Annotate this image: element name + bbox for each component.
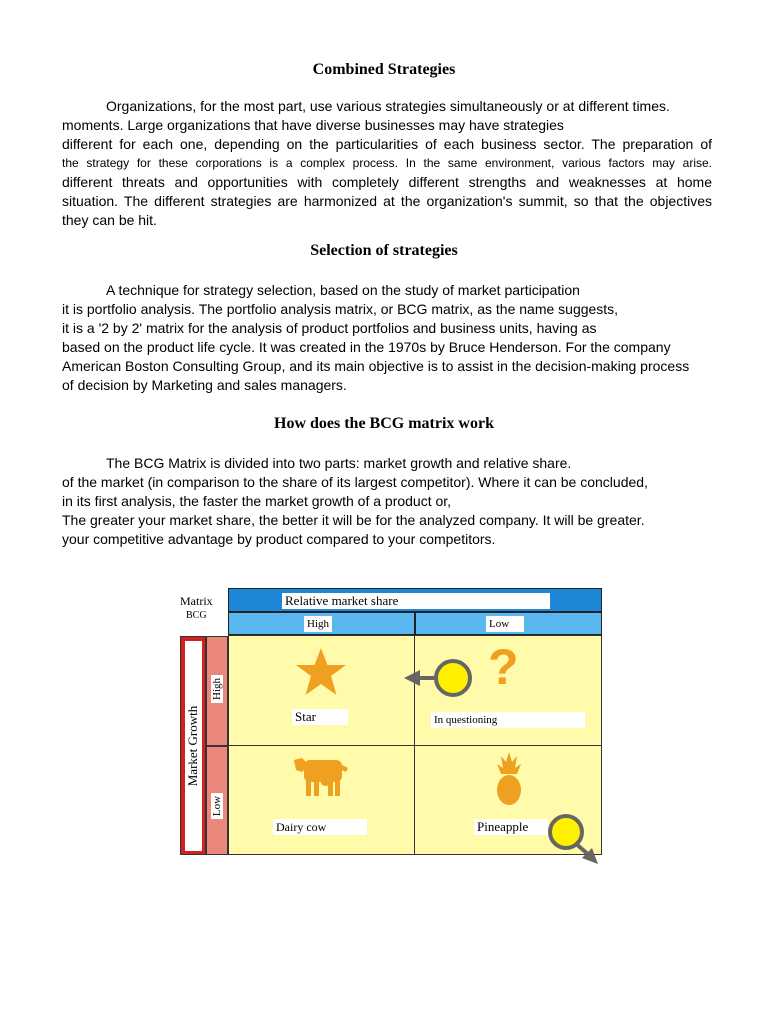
pineapple-arrow-icon	[546, 814, 602, 866]
text-line: your competitive advantage by product compared to your competitors.	[62, 531, 496, 547]
star-label: Star	[292, 709, 348, 725]
arrow-icon	[402, 656, 474, 700]
yellow-circle-icon	[436, 661, 470, 695]
row-low-label: Low	[211, 793, 223, 819]
row-high-label: High	[211, 675, 223, 703]
matrix-corner-sublabel: BCG	[186, 610, 207, 621]
text-line: different for each one, depending on the particularities of each business sector. The preparation of	[62, 136, 712, 152]
text-line: of decision by Marketing and sales managers.	[62, 377, 347, 393]
paragraph-how-bcg-matrix-works	[62, 454, 712, 549]
question-mark-icon: ?	[488, 639, 519, 695]
paragraph-combined-strategies	[62, 97, 712, 230]
text-line: A technique for strategy selection, based on the study of market participation	[106, 282, 580, 298]
text-line: American Boston Consulting Group, and its main objective is to assist in the decision-making process	[62, 358, 690, 374]
column-low-label: Low	[486, 616, 524, 632]
text-line: The greater your market share, the better it will be for the analyzed company. It will be greater.	[62, 512, 645, 528]
dairy-cow-label: Dairy cow	[273, 819, 367, 835]
heading-combined-strategies: Combined Strategies	[312, 61, 456, 78]
star-icon	[294, 646, 348, 698]
matrix-corner-label: Matrix	[180, 594, 213, 608]
bcg-matrix-diagram	[176, 586, 606, 868]
text-line: moments. Large organizations that have diverse businesses may have strategies	[62, 117, 564, 133]
subheader-divider	[414, 612, 416, 635]
yellow-circle-icon	[550, 816, 582, 848]
text-line: The BCG Matrix is divided into two parts: market growth and relative share.	[106, 455, 572, 471]
text-line: it is portfolio analysis. The portfolio analysis matrix, or BCG matrix, as the name suggests,	[62, 301, 619, 317]
text-line: Organizations, for the most part, use various strategies simultaneously or at different times.	[106, 98, 670, 114]
column-high-label: High	[304, 616, 332, 632]
text-line: based on the product life cycle. It was created in the 1970s by Bruce Henderson. For the company	[62, 339, 671, 355]
text-line: of the market (in comparison to the share of its largest competitor). Where it can be concluded,	[62, 474, 648, 490]
heading-selection-of-strategies: Selection of strategies	[310, 242, 458, 259]
text-line: in its first analysis, the faster the market growth of a product or,	[62, 493, 452, 509]
question-label: In questioning	[431, 712, 585, 728]
text-line: they can be hit.	[62, 212, 157, 228]
text-line: it is a '2 by 2' matrix for the analysis of product portfolios and business units, having as	[62, 320, 597, 336]
relative-market-share-label: Relative market share	[282, 593, 550, 609]
text-line: situation. The different strategies are harmonized at the organization's summit, so that the objectives	[62, 193, 712, 209]
market-growth-label: Market Growth	[185, 705, 200, 787]
pineapple-label: Pineapple	[474, 819, 548, 835]
text-line: the strategy for these corporations is a complex process. In the same environment, various factors may arise.	[62, 156, 712, 170]
text-line: different threats and opportunities with completely different strengths and weaknesses at home	[62, 174, 712, 190]
cow-icon	[290, 754, 352, 798]
heading-how-bcg-matrix-works: How does the BCG matrix work	[274, 415, 494, 432]
paragraph-selection-of-strategies	[62, 281, 712, 395]
pineapple-icon	[492, 750, 526, 806]
